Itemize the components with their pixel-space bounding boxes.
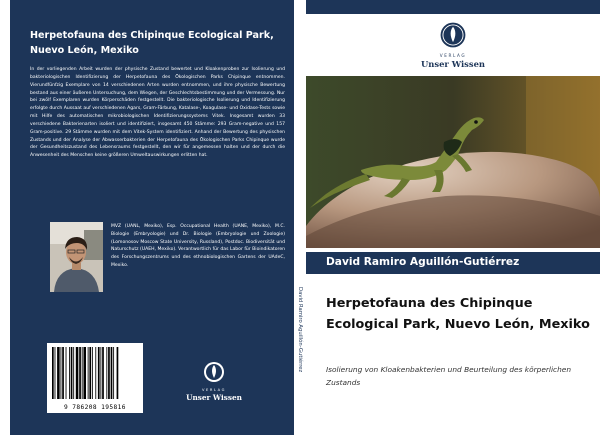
book-subtitle: Isolierung von Kloakenbakterien und Beurteilung des körperlichen Zustands [326,365,572,387]
publisher-name: Unser Wissen [420,59,486,69]
author-name: David Ramiro Aguillón-Gutiérrez [326,256,520,268]
isbn-barcode [47,343,143,413]
author-bio: MVZ (UANL, Mexiko), Esp. Occupational Health (UANE, Mexiko), M.C. Biologie (Embryologie) und Dr. Biologie (Embryologie und Zoologie) (Lomonosov Moscow State University, Russland), Postdoc. Biodiversität und Naturschutz (UAEH, Mexiko). Verantwortlich für das Labor für Bioindikatoren des Forschungszentrums und des ethnobiologischen Gartens der UAdeC, Mexiko. [111,224,285,268]
author-banner [306,252,600,274]
publisher-logo-back [182,361,246,402]
back-cover-title: Herpetofauna des Chipinque Ecological Park, Nuevo León, Mexiko [30,30,274,56]
publisher-emblem-icon [440,22,466,48]
spine-author: David Ramiro Aguillón-Gutiérrez [297,287,303,373]
isbn-number: 9 786208 195816 [64,404,126,411]
front-cover [306,0,600,435]
barcode-bars [50,347,140,401]
abstract-text: In der vorliegenden Arbeit wurden der physische Zustand bewertet und Kloakenproben zur Isolierung und bakteriologischen Identifizierung der Herpetofauna des Ökologischen Parks Chipinque entnommen. Vierundfünfzig Exemplare von 14 verschiedenen Arten wurden entnommen, und ihre physische Bewertung bestand aus einer äußeren Untersuchung, dem Wiegen, der Geschlechtsbestimmung und der Vermessung. Nur bei zwölf Exemplaren wurden Körperschäden festgestellt. Die bakteriologische Isolierung und Identifizierung erfolgte durch Aussaat auf verschiedenen Agars, Gram-Färbung, Katalase-, Koagulase- und Oxidase-Tests sowie mit Hilfe des automatischen mikrobiologischen Identifizierungssystems Vitek. Insgesamt wurden 33 verschiedene Bakterienarten isoliert und identifiziert, insgesamt 450 Stämme: 293 Gram-negative und 157 Gram-positive. 29 Stämme wurden mit dem Vitek-System identifiziert. Anhand der Bewertung des physischen Zustands und der Analyse der Abwasserbakterien der Herpetofauna des Ökologischen Parks Chipinque wurde der Gesundheitszustand des Lebensraums festgestellt, den wir für angemessen halten und der durch die Anwesenheit des Menschen keine größeren Umweltauswirkungen erlitten hat. [30,67,285,159]
back-cover [10,0,294,435]
publisher-logo-word: VERLAG [439,53,467,58]
publisher-logo-word: VERLAG [201,388,227,392]
publisher-logo-front [416,22,490,69]
publisher-emblem-icon [203,361,225,383]
front-top-bar [306,0,600,14]
publisher-name: Unser Wissen [186,393,242,402]
book-title: Herpetofauna des Chipinque Ecological Park, Nuevo León, Mexiko [326,296,590,332]
cover-photo-lizard [306,76,600,248]
author-photo [50,222,103,292]
